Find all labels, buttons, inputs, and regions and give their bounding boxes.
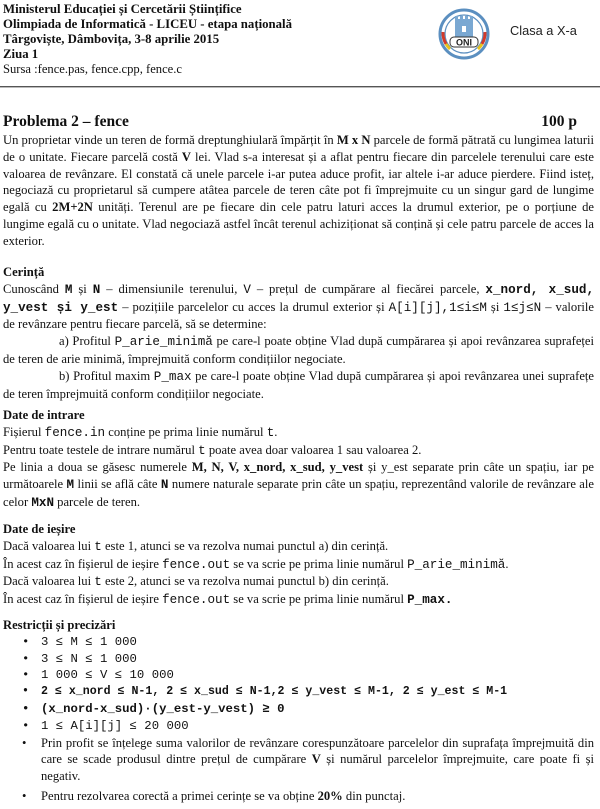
list-item: [3, 735, 594, 785]
restrictions-list: [3, 634, 594, 805]
section-input: [3, 407, 594, 512]
problem-title: Problema 2 – fence: [3, 113, 129, 130]
problem-points: 100 p: [541, 113, 577, 130]
text: și: [486, 299, 504, 314]
text: numere naturale separate prin câte un spațiu, reprezentând valorile de revânzare ale celor: [3, 477, 594, 509]
text: parcele de teren.: [54, 494, 141, 509]
text: este 2, atunci se va rezolva numai punctul b) din cerință.: [101, 574, 389, 589]
text: a) Profitul: [59, 334, 115, 349]
text: .: [274, 424, 278, 439]
location-line: Târgoviște, Dâmbovița, 3-8 aprilie 2015: [3, 32, 220, 46]
text: separate prin câte un spațiu, iar pe următoarele: [3, 460, 594, 492]
text: și numărul parcelelor împrejmuite, care poate fi și negativ.: [41, 752, 594, 784]
var: t: [94, 539, 102, 554]
list-item: • 3 ≤ M ≤ 1 000: [3, 634, 594, 651]
logo-text: ONI: [455, 37, 473, 48]
text: este 1, atunci se va rezolva numai punctul a) din cerință.: [101, 538, 389, 553]
percent: 20%: [317, 788, 343, 803]
list-item: • 3 ≤ N ≤ 1 000: [3, 651, 594, 668]
var: t: [198, 443, 206, 458]
var: P_arie_minimă: [114, 335, 213, 350]
text: Dacă valoarea lui: [3, 538, 95, 553]
var: M: [64, 282, 73, 297]
section-title: Restricții și precizări: [3, 618, 116, 632]
text: Pe linia a doua se găsesc numerele: [3, 460, 192, 475]
text: .: [505, 556, 509, 571]
var: N: [92, 282, 101, 297]
text: din punctaj.: [342, 788, 406, 803]
var: y_est: [381, 460, 408, 475]
cerinta-b: [3, 368, 594, 403]
text: lei. Vlad s-a interesat și a aflat pentru fiecare din parcelele terenului care este valoarea de revânzare. El constată că unele parcele i-ar putea aduce profit, iar altele i-ar aduce pierdere. Fiind isteț, negociază cu proprietarul să cumpere atâtea parcele de teren câte pot fi împrejmuite cu un singur gard de lungime egală cu: [3, 149, 594, 215]
filename: fence.out: [162, 557, 231, 572]
text: se va scrie pe prima linie numărul: [230, 592, 408, 607]
filename: fence.out: [162, 593, 231, 608]
olympiad-line: Olimpiada de Informatică - LICEU - etapa națională: [3, 17, 293, 31]
text: – valorile de revânzare pentru fiecare parcelă, să se determine:: [3, 299, 594, 332]
var: A[i][j],1≤i≤M: [388, 300, 487, 315]
filename: fence.in: [44, 425, 106, 440]
day-line: Ziua 1: [3, 47, 39, 61]
section-title: Cerință: [3, 265, 45, 279]
text: Pentru toate testele de intrare numărul: [3, 442, 199, 457]
class-label: Clasa a X-a: [510, 23, 577, 38]
text: Prin profit se înțelege suma valorilor de revânzare corespunzătoare parcelelor din suprafața împrejmuită din care se scade produsul dintre prețul de cumpărare: [41, 735, 594, 767]
oni-logo-icon: [438, 6, 490, 62]
text: Pentru rezolvarea corectă a primei cerințe se va obține: [41, 788, 318, 803]
problem-title-row: [3, 113, 577, 131]
text: – pozițiile parcelelor cu acces la drumul exterior și: [118, 299, 389, 314]
section-title: Date de ieșire: [3, 522, 76, 536]
var: 1≤j≤N: [503, 300, 542, 315]
list-item: • (x_nord-x_sud)·(y_est-y_vest) ≥ 0: [3, 701, 594, 718]
text: În acest caz în fișierul de ieșire: [3, 592, 163, 607]
text: poate avea doar valoarea 1 sau valoarea 2.: [205, 442, 422, 457]
list-item: • 1 ≤ A[i][j] ≤ 20 000: [3, 718, 594, 735]
ministry-line: Ministerul Educației și Cercetării Științifice: [3, 2, 242, 16]
text: b) Profitul maxim: [59, 368, 154, 383]
text: pe care-l poate obține Vlad după cumpărarea și apoi revânzarea unei suprafețe de teren împrejmuită conform condițiilor negociate.: [3, 368, 594, 401]
text: și: [72, 281, 93, 296]
var: M x N: [336, 133, 371, 147]
var: t: [266, 425, 275, 440]
text: – prețul de cumpărare al fiecărei parcele,: [250, 281, 486, 296]
var: MxN: [31, 495, 55, 510]
text: unități. Terenul are pe fiecare din cele patru laturi acces la drumul exterior, pe o porțiune de lungime egală cu o unitate. Vlad negociază astfel încât terenul achiziționat să conțină și cele patru parcele de acces la exterior.: [3, 200, 594, 248]
section-output: [3, 521, 594, 609]
text: Un proprietar vinde un teren de formă dreptunghiulară împărțit în: [3, 133, 337, 147]
text: se va scrie pe prima linie numărul: [230, 556, 408, 571]
var: P_arie_minimă: [407, 557, 506, 572]
document-header: [3, 2, 292, 77]
text: Cunoscând: [3, 281, 65, 296]
var: P_max: [153, 369, 192, 384]
text: Fișierul: [3, 424, 45, 439]
list-item: • 1 000 ≤ V ≤ 10 000: [3, 667, 594, 684]
var: M, N, V, x_nord, x_sud, y_vest: [191, 460, 364, 475]
section-restrictions: [3, 617, 594, 805]
list-item: • 2 ≤ x_nord ≤ N-1, 2 ≤ x_sud ≤ N-1,2 ≤ y_vest ≤ M-1, 2 ≤ y_est ≤ M-1: [3, 684, 594, 701]
text: pe care-l poate obține Vlad după cumpărarea și apoi revânzarea suprafeței de teren de arie minimă, împrejmuită conform condițiilor negociate.: [3, 334, 594, 366]
var: V: [181, 149, 192, 164]
list-item: [3, 788, 594, 805]
problem-statement: [3, 132, 594, 250]
section-title: Date de intrare: [3, 408, 85, 422]
header-divider: [0, 86, 600, 88]
text: parcele de formă pătrată cu lungimea laturii de o unitate. Fiecare parcelă costă: [3, 133, 595, 164]
var: x_nord, x_sud, y_vest și y_est: [3, 282, 594, 315]
text: și: [363, 460, 382, 475]
var: V: [243, 282, 251, 297]
var: M: [66, 478, 75, 493]
var: t: [94, 575, 102, 590]
sources-line: Sursa :fence.pas, fence.cpp, fence.c: [3, 62, 183, 76]
var: P_max.: [407, 593, 453, 608]
text: conține pe prima linie numărul: [105, 424, 267, 439]
section-cerinta: [3, 264, 594, 402]
text: În acest caz în fișierul de ieșire: [3, 556, 163, 571]
cerinta-a: [3, 333, 594, 368]
text: linii se află câte: [74, 477, 161, 492]
var: N: [160, 478, 169, 493]
text: Dacă valoarea lui: [3, 574, 95, 589]
text: – dimensiunile terenului,: [100, 281, 244, 296]
var: V: [311, 752, 321, 767]
var: 2M+2N: [52, 200, 93, 215]
